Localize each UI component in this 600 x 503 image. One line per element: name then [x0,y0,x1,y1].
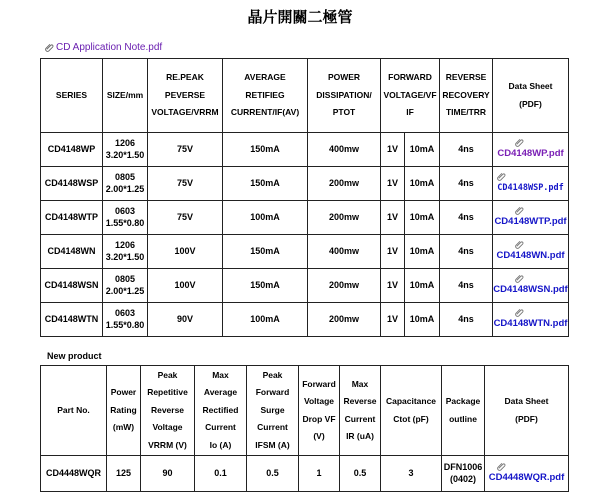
header-ifsm: Peak Forward Surge Current IFSM (A) [247,366,299,456]
cell-if: 10mA [405,167,440,201]
cell-series: CD4148WN [41,235,103,269]
header-datasheet: Data Sheet (PDF) [493,59,569,133]
cell-datasheet [493,235,569,269]
cell-size: 0603 1.55*0.80 [103,303,148,337]
cell-datasheet [493,133,569,167]
header-pkg: Package outline [442,366,485,456]
cell-size: 0805 2.00*1.25 [103,167,148,201]
series-table [40,58,569,337]
cell-size: 1206 3.20*1.50 [103,133,148,167]
cell-power: 200mw [308,269,381,303]
paperclip-icon [497,172,506,181]
cell-size: 0805 2.00*1.25 [103,269,148,303]
cell-datasheet [493,303,569,337]
cell-part: CD4448WQR [41,456,107,492]
datasheet-link[interactable]: CD4148WN.pdf [496,250,565,262]
table-row [41,133,569,167]
cell-if: 10mA [405,303,440,337]
cell-size: 0603 1.55*0.80 [103,201,148,235]
app-note-label: CD Application Note.pdf [56,42,163,53]
cell-series: CD4148WTN [41,303,103,337]
cell-vf: 1V [381,235,405,269]
cell-trr: 4ns [440,269,493,303]
paperclip-icon [497,462,506,471]
cell-trr: 4ns [440,167,493,201]
header-current: AVERAGE RETIFIEG CURRENT/IF(AV) [223,59,308,133]
datasheet-link[interactable]: CD4148WSN.pdf [493,284,568,296]
cell-ifsm: 0.5 [247,456,299,492]
table-row [41,303,569,337]
cell-power: 125 [107,456,141,492]
header-vrrm: Peak Repetitive Reverse Voltage VRRM (V) [141,366,195,456]
paperclip-icon [515,274,524,283]
header-power: Power Rating (mW) [107,366,141,456]
header-power: POWER DISSIPATION/ PTOT [308,59,381,133]
cell-pkg: DFN1006 (0402) [442,456,485,492]
cell-trr: 4ns [440,201,493,235]
cell-vrrm: 100V [148,235,223,269]
cell-power: 200mw [308,201,381,235]
cell-datasheet [493,269,569,303]
cell-vrrm: 75V [148,167,223,201]
table-header-row [41,366,569,456]
cell-trr: 4ns [440,235,493,269]
header-datasheet: Data Sheet (PDF) [485,366,569,456]
cell-vf: 1V [381,269,405,303]
paperclip-icon [45,43,54,52]
cell-current: 100mA [223,303,308,337]
datasheet-link[interactable]: CD4148WSP.pdf [497,183,564,194]
cell-datasheet [485,456,569,492]
datasheet-link[interactable]: CD4148WTP.pdf [494,216,567,228]
table-row [41,269,569,303]
cell-ir: 0.5 [340,456,381,492]
header-series: SERIES [41,59,103,133]
cell-power: 400mw [308,133,381,167]
cell-current: 150mA [223,269,308,303]
paperclip-icon [515,138,524,147]
cell-if: 10mA [405,201,440,235]
cell-current: 100mA [223,201,308,235]
cell-size: 1206 3.20*1.50 [103,235,148,269]
cell-datasheet [493,201,569,235]
table-header-row [41,59,569,133]
datasheet-link[interactable]: CD4448WQR.pdf [488,472,565,484]
header-size: SIZE/mm [103,59,148,133]
header-vrrm: RE.PEAK PEVERSE VOLTAGE/VRRM [148,59,223,133]
cell-vf: 1V [381,167,405,201]
new-product-table [40,365,569,492]
cell-current: 150mA [223,235,308,269]
paperclip-icon [515,308,524,317]
header-ir: Max Reverse Current IR (uA) [340,366,381,456]
cell-io: 0.1 [195,456,247,492]
cell-vrrm: 90V [148,303,223,337]
cell-trr: 4ns [440,303,493,337]
cell-current: 150mA [223,167,308,201]
cell-series: CD4148WTP [41,201,103,235]
cell-series: CD4148WP [41,133,103,167]
cell-current: 150mA [223,133,308,167]
new-product-label: New product [47,351,102,361]
header-vf: Forward Voltage Drop VF (V) [299,366,340,456]
header-forward: FORWARD VOLTAGE/VF IF [381,59,440,133]
datasheet-link[interactable]: CD4148WP.pdf [497,148,564,160]
cell-vf: 1V [381,133,405,167]
cell-power: 200mw [308,303,381,337]
table-row [41,456,569,492]
header-io: Max Average Rectified Current Io (A) [195,366,247,456]
table-row [41,235,569,269]
header-part: Part No. [41,366,107,456]
table-row [41,201,569,235]
cell-vf: 1V [381,201,405,235]
cell-trr: 4ns [440,133,493,167]
page-title: 晶片開關二極管 [247,8,353,26]
table-row [41,167,569,201]
app-note-link[interactable] [45,42,162,53]
cell-cap: 3 [381,456,442,492]
cell-vf: 1V [381,303,405,337]
datasheet-link[interactable]: CD4148WTN.pdf [493,318,568,330]
paperclip-icon [515,240,524,249]
cell-vrrm: 90 [141,456,195,492]
cell-vrrm: 100V [148,269,223,303]
cell-if: 10mA [405,133,440,167]
cell-if: 10mA [405,235,440,269]
cell-vrrm: 75V [148,133,223,167]
cell-vrrm: 75V [148,201,223,235]
cell-power: 200mw [308,167,381,201]
cell-vf: 1 [299,456,340,492]
cell-datasheet [493,167,569,201]
header-reverse: REVERSE RECOVERY TIME/TRR [440,59,493,133]
cell-power: 400mw [308,235,381,269]
header-cap: Capacitance Ctot (pF) [381,366,442,456]
cell-series: CD4148WSN [41,269,103,303]
paperclip-icon [515,206,524,215]
cell-series: CD4148WSP [41,167,103,201]
cell-if: 10mA [405,269,440,303]
